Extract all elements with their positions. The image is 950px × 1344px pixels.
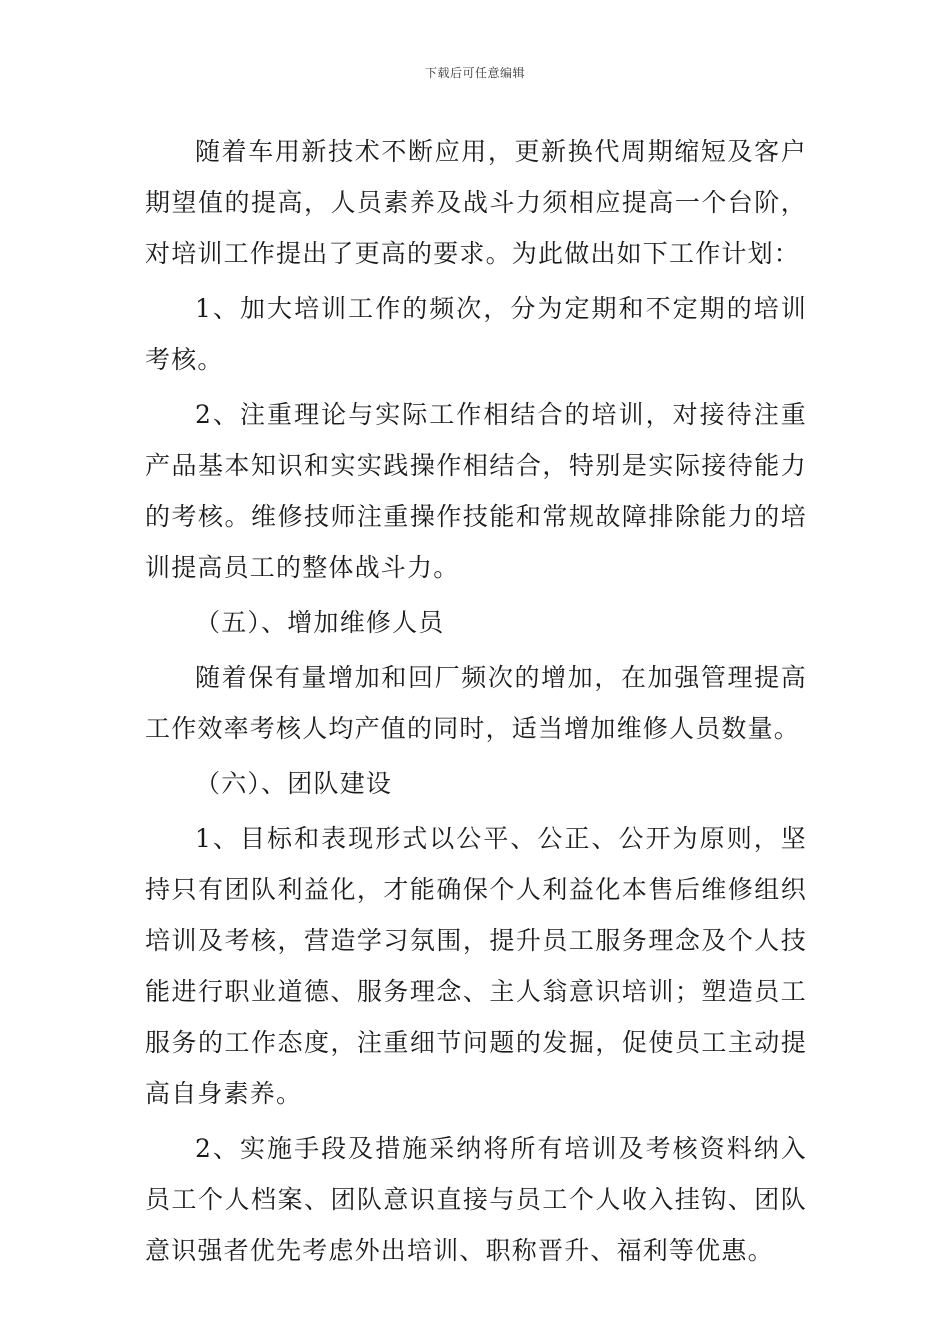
document-body	[145, 126, 807, 1280]
paragraph-team-goals: 1、目标和表现形式以公平、公正、公开为原则，坚持只有团队利益化，才能确保个人利益化本售后维修组织培训及考核，营造学习氛围，提升员工服务理念及个人技能进行职业道德、服务理念、主人翁意识培训；塑造员工服务的工作态度，注重细节问题的发掘，促使员工主动提高自身素养。	[145, 824, 807, 1108]
paragraph-intro: 随着车用新技术不断应用，更新换代周期缩短及客户期望值的提高，人员素养及战斗力须相应提高一个台阶，对培训工作提出了更高的要求。为此做出如下工作计划：	[145, 137, 807, 268]
paragraph-training-frequency: 1、加大培训工作的频次，分为定期和不定期的培训考核。	[145, 294, 807, 374]
header-note: 下载后可任意编辑	[424, 66, 525, 80]
section-heading-team-building: （六）、团队建设	[195, 769, 393, 798]
paragraph-theory-practice: 2、注重理论与实际工作相结合的培训，对接待注重产品基本知识和实实践操作相结合，特别是实际接待能力的考核。维修技师注重操作技能和常规故障排除能力的培训提高员工的整体战斗力。	[145, 400, 807, 582]
paragraph-team-measures: 2、实施手段及措施采纳将所有培训及考核资料纳入员工个人档案、团队意识直接与员工个人收入挂钩、团队意识强者优先考虑外出培训、职称晋升、福利等优惠。	[145, 1134, 807, 1265]
section-heading-add-staff: （五）、增加维修人员	[195, 608, 445, 637]
paragraph-add-staff: 随着保有量增加和回厂频次的增加，在加强管理提高工作效率考核人均产值的同时，适当增加维修人员数量。	[145, 663, 807, 743]
